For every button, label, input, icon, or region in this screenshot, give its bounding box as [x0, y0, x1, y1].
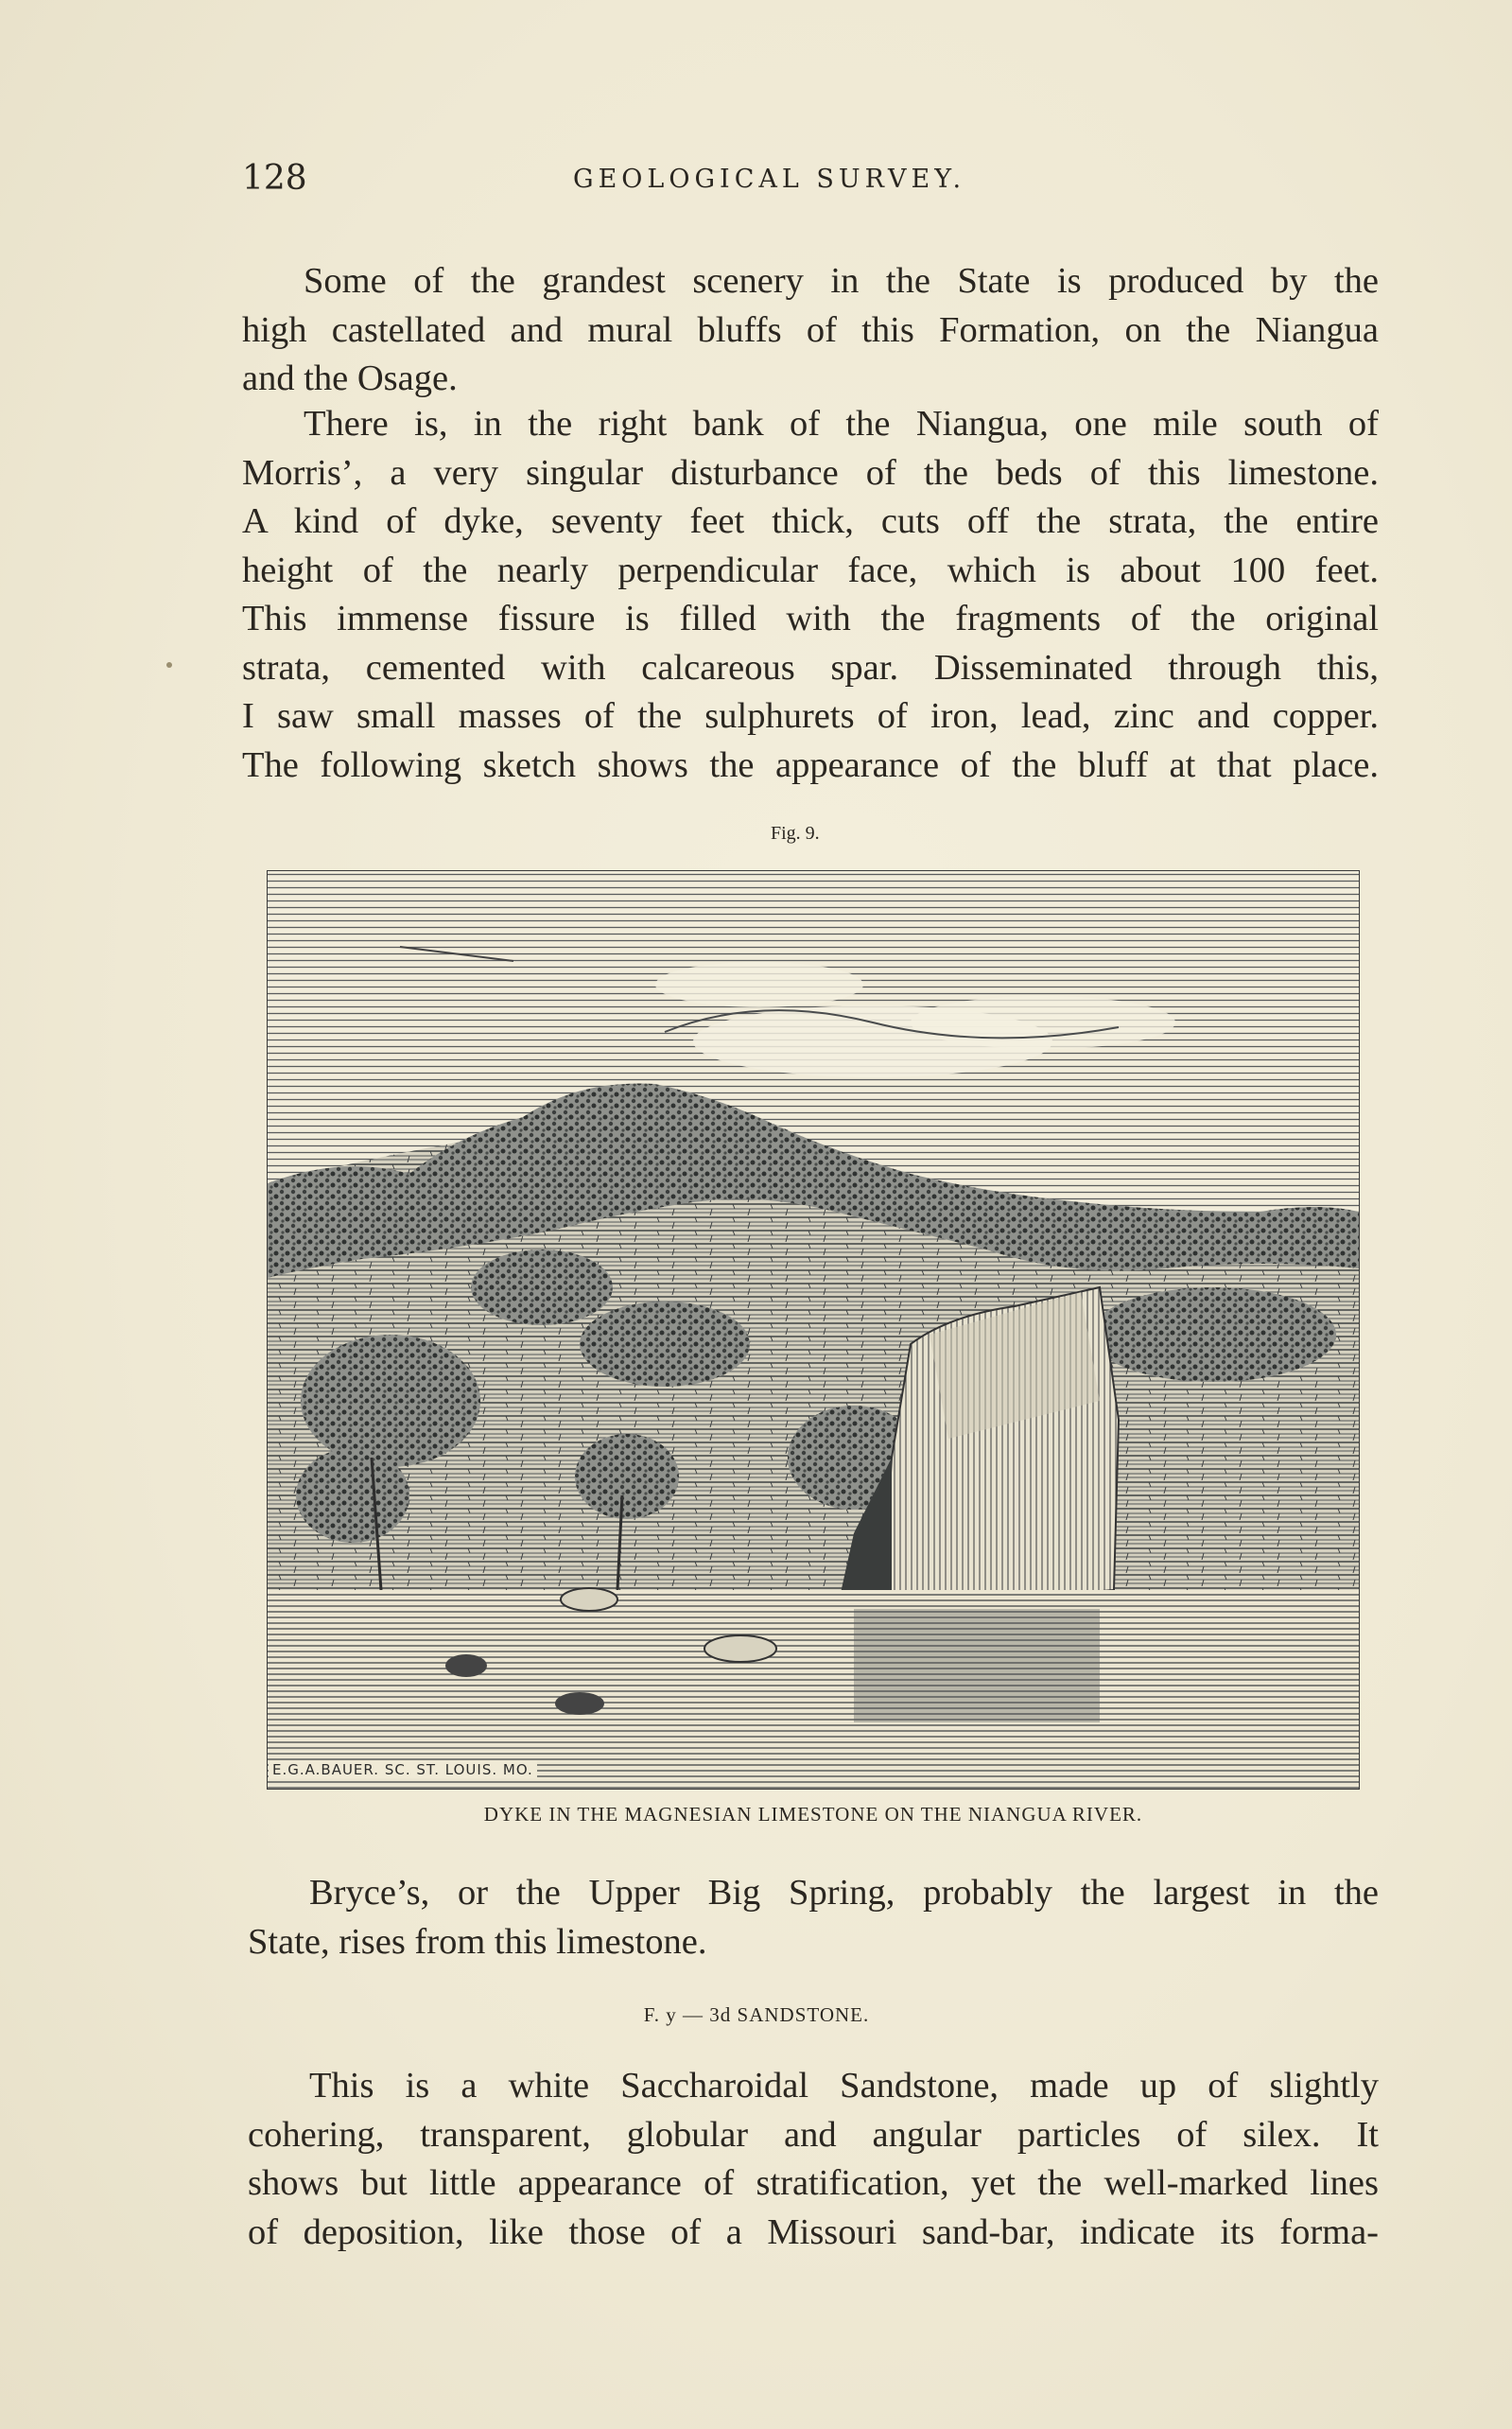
running-head: GEOLOGICAL SURVEY. [573, 165, 966, 194]
figure-caption: DYKE IN THE MAGNESIAN LIMESTONE ON THE NIANGUA RIVER. [483, 1803, 1143, 1826]
text-line: A kind of dyke, seventy feet thick, cuts off the strata, the entire [242, 501, 1379, 541]
paragraph-dyke [242, 400, 1379, 790]
paragraph-big-spring [248, 1869, 1379, 1966]
text-line: cohering, transparent, globular and angular particles of silex. It [248, 2114, 1379, 2155]
paragraph-scenery [242, 257, 1379, 404]
paragraph-sandstone [248, 2062, 1379, 2257]
text-line: I saw small masses of the sulphurets of iron, lead, zinc and copper. [242, 696, 1379, 736]
figure-label: Fig. 9. [771, 823, 820, 844]
text-line: and the Osage. [242, 358, 458, 398]
text-line: of deposition, like those of a Missouri sand-bar, indicate its forma- [248, 2211, 1379, 2252]
engraving-illustration [268, 871, 1359, 1789]
page-blemish [166, 662, 172, 668]
engraving-dyke-niangua [267, 870, 1360, 1790]
engraver-credit: E.G.A.BAUER. SC. ST. LOUIS. MO. [269, 1761, 537, 1778]
text-line: shows but little appearance of stratification, yet the well-marked lines [248, 2163, 1379, 2203]
text-line: Morris’, a very singular disturbance of the beds of this limestone. [242, 452, 1379, 493]
text-line: There is, in the right bank of the Niangua, one mile south of [304, 404, 1379, 444]
text-line: Some of the grandest scenery in the State is produced by the [304, 261, 1379, 301]
page-number: 128 [242, 159, 307, 198]
text-line: strata, cemented with calcareous spar. Disseminated through this, [242, 647, 1379, 688]
text-line: high castellated and mural bluffs of this Formation, on the Niangua [242, 309, 1379, 350]
text-line: Bryce’s, or the Upper Big Spring, probably the largest in the [309, 1873, 1379, 1913]
text-line: State, rises from this limestone. [248, 1921, 707, 1962]
section-heading: F. y — 3d SANDSTONE. [643, 2003, 870, 2026]
text-line: height of the nearly perpendicular face, which is about 100 feet. [242, 550, 1379, 590]
text-line: This immense fissure is filled with the fragments of the original [242, 599, 1379, 638]
page-header [242, 159, 1377, 206]
text-line: This is a white Saccharoidal Sandstone, made up of slightly [309, 2066, 1379, 2106]
text-line: The following sketch shows the appearance of the bluff at that place. [242, 744, 1379, 785]
